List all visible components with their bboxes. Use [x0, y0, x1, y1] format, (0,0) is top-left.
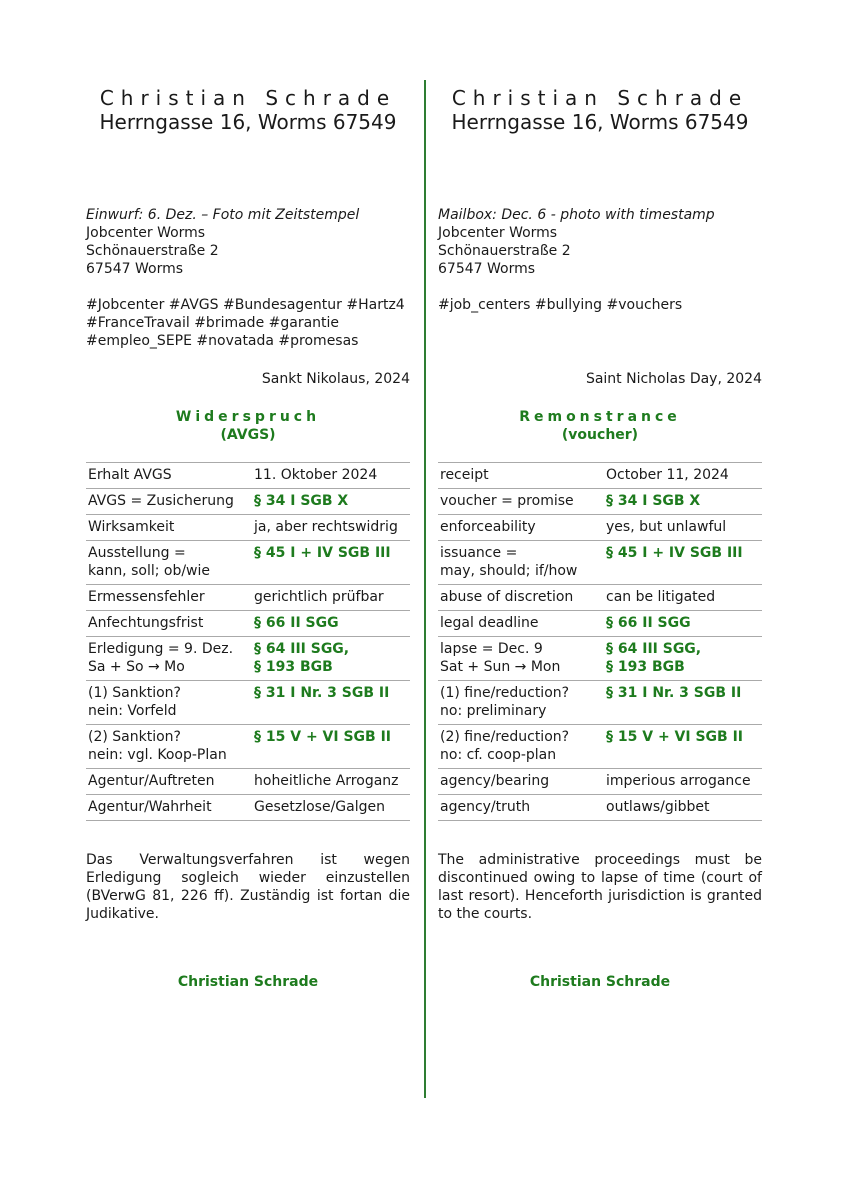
- row-label: [438, 463, 604, 489]
- row-label-line: Agentur/Wahrheit: [88, 799, 212, 815]
- row-value: [604, 515, 762, 541]
- row-value-line: § 64 III SGG,: [606, 641, 702, 657]
- row-value: [252, 795, 410, 821]
- row-value-line: Gesetzlose/Galgen: [254, 799, 385, 815]
- sender-address: Herrngasse 16, Worms 67549: [99, 110, 397, 134]
- delivery-note: Mailbox: Dec. 6 - photo with timestamp: [438, 207, 715, 223]
- table-row: [438, 681, 762, 725]
- english-column: [438, 86, 762, 991]
- row-value-line: § 66 II SGG: [254, 615, 339, 631]
- row-value-line: 11. Oktober 2024: [254, 467, 378, 483]
- letter-title: Remonstrance: [519, 409, 681, 425]
- row-value: [604, 463, 762, 489]
- row-label-line: (1) fine/reduction?: [440, 685, 570, 701]
- table-row: [438, 637, 762, 681]
- row-label-line: no: cf. coop-plan: [440, 747, 557, 763]
- row-label: [438, 585, 604, 611]
- row-label-line: (2) Sanktion?: [88, 729, 181, 745]
- table-row: [86, 681, 410, 725]
- table-row: [438, 725, 762, 769]
- row-label-line: Wirksamkeit: [88, 519, 175, 535]
- row-label-line: agency/truth: [440, 799, 531, 815]
- row-value-line: hoheitliche Arroganz: [254, 773, 399, 789]
- row-label: [86, 611, 252, 637]
- row-label-line: lapse = Dec. 9: [440, 641, 543, 657]
- table-row: [438, 769, 762, 795]
- row-label-line: (1) Sanktion?: [88, 685, 181, 701]
- row-label: [438, 795, 604, 821]
- row-label: [438, 681, 604, 725]
- row-law-reference: [604, 681, 762, 725]
- row-law-reference: [604, 541, 762, 585]
- letter-subtitle: (voucher): [561, 427, 639, 443]
- column-divider: [424, 80, 426, 1098]
- row-law-reference: [604, 637, 762, 681]
- row-label-line: Sa + So → Mo: [88, 659, 185, 675]
- row-label: [438, 637, 604, 681]
- row-label: [438, 489, 604, 515]
- row-value-line: § 15 V + VI SGB II: [254, 729, 391, 745]
- row-label-line: nein: Vorfeld: [88, 703, 177, 719]
- letter-subtitle: (AVGS): [220, 427, 276, 443]
- row-label: [86, 515, 252, 541]
- row-law-reference: [604, 725, 762, 769]
- row-label: [86, 725, 252, 769]
- row-label: [86, 541, 252, 585]
- row-label: [86, 795, 252, 821]
- row-value-line: ja, aber rechtswidrig: [254, 519, 398, 535]
- row-value-line: October 11, 2024: [606, 467, 729, 483]
- row-label: [438, 769, 604, 795]
- row-law-reference: [604, 611, 762, 637]
- row-label-line: AVGS = Zusicherung: [88, 493, 234, 509]
- row-value-line: gerichtlich prüfbar: [254, 589, 384, 605]
- hashtag-line: #FranceTravail #brimade #garantie: [86, 315, 340, 331]
- table-row: [86, 489, 410, 515]
- row-label-line: issuance =: [440, 545, 518, 561]
- row-value-line: imperious arrogance: [606, 773, 751, 789]
- german-column: [86, 86, 410, 991]
- row-value-line: § 15 V + VI SGB II: [606, 729, 743, 745]
- table-row: [438, 489, 762, 515]
- row-value: [604, 769, 762, 795]
- row-value-line: outlaws/gibbet: [606, 799, 710, 815]
- row-value-line: § 45 I + IV SGB III: [606, 545, 743, 561]
- row-value: [604, 585, 762, 611]
- row-label-line: abuse of discretion: [440, 589, 574, 605]
- row-value-line: yes, but unlawful: [606, 519, 727, 535]
- row-label-line: Erledigung = 9. Dez.: [88, 641, 234, 657]
- row-value-line: § 31 I Nr. 3 SGB II: [254, 685, 390, 701]
- hashtags: [86, 296, 410, 350]
- row-law-reference: [252, 489, 410, 515]
- row-law-reference: [252, 725, 410, 769]
- sender-name: Christian Schrade: [451, 86, 749, 110]
- table-row: [86, 769, 410, 795]
- table-row: [86, 515, 410, 541]
- row-value-line: § 34 I SGB X: [254, 493, 349, 509]
- row-law-reference: [252, 681, 410, 725]
- row-value-line: § 193 BGB: [254, 659, 333, 675]
- closing-paragraph: Das Verwaltungsverfahren ist wegen Erledigung sogleich wieder einzustellen (BVerwG 81, 226 ff). Zuständig ist fortan die Judikative.: [86, 852, 410, 922]
- row-value-line: § 193 BGB: [606, 659, 685, 675]
- row-label-line: legal deadline: [440, 615, 539, 631]
- letter-date: Saint Nicholas Day, 2024: [585, 371, 762, 387]
- table-row: [86, 541, 410, 585]
- row-label-line: agency/bearing: [440, 773, 550, 789]
- table-row: [438, 585, 762, 611]
- table-row: [86, 463, 410, 489]
- closing-paragraph: The administrative proceedings must be discontinued owing to lapse of time (court of last resort). Henceforth jurisdiction is granted to the courts.: [438, 852, 762, 922]
- row-value-line: § 45 I + IV SGB III: [254, 545, 391, 561]
- table-row: [86, 795, 410, 821]
- row-value: [604, 795, 762, 821]
- row-value-line: § 64 III SGG,: [254, 641, 350, 657]
- table-row: [438, 795, 762, 821]
- row-law-reference: [252, 611, 410, 637]
- row-label: [86, 637, 252, 681]
- letter-title: Widerspruch: [175, 409, 321, 425]
- recipient-block: [86, 206, 410, 278]
- recipient-line: Jobcenter Worms: [438, 225, 558, 241]
- row-label-line: voucher = promise: [440, 493, 574, 509]
- row-label-line: nein: vgl. Koop-Plan: [88, 747, 227, 763]
- hashtag-line: #empleo_SEPE #novatada #promesas: [86, 333, 359, 349]
- sender-address: Herrngasse 16, Worms 67549: [451, 110, 749, 134]
- row-value: [252, 515, 410, 541]
- row-law-reference: [252, 541, 410, 585]
- row-label-line: Anfechtungsfrist: [88, 615, 204, 631]
- row-label: [438, 611, 604, 637]
- hashtag-line: #job_centers #bullying #vouchers: [438, 297, 683, 313]
- hashtags: [438, 296, 762, 350]
- recipient-line: Schönauerstraße 2: [86, 243, 219, 259]
- row-label: [86, 489, 252, 515]
- row-label: [86, 769, 252, 795]
- row-label-line: Ausstellung =: [88, 545, 186, 561]
- legal-table: [438, 462, 762, 821]
- row-value-line: § 34 I SGB X: [606, 493, 701, 509]
- row-label: [438, 541, 604, 585]
- recipient-line: Schönauerstraße 2: [438, 243, 571, 259]
- row-value-line: § 66 II SGG: [606, 615, 691, 631]
- recipient-line: 67547 Worms: [438, 261, 536, 277]
- recipient-block: [438, 206, 762, 278]
- row-label-line: no: preliminary: [440, 703, 547, 719]
- legal-table: [86, 462, 410, 821]
- delivery-note: Einwurf: 6. Dez. – Foto mit Zeitstempel: [86, 207, 360, 223]
- table-row: [438, 463, 762, 489]
- table-row: [86, 585, 410, 611]
- signature: Christian Schrade: [529, 974, 671, 990]
- row-label-line: kann, soll; ob/wie: [88, 563, 211, 579]
- table-row: [86, 637, 410, 681]
- row-label-line: may, should; if/how: [440, 563, 578, 579]
- row-label-line: Erhalt AVGS: [88, 467, 172, 483]
- hashtag-line: #Jobcenter #AVGS #Bundesagentur #Hartz4: [86, 297, 405, 313]
- row-label-line: receipt: [440, 467, 489, 483]
- row-value: [252, 463, 410, 489]
- row-label-line: enforceability: [440, 519, 536, 535]
- row-label: [438, 515, 604, 541]
- row-value-line: can be litigated: [606, 589, 716, 605]
- table-row: [438, 515, 762, 541]
- letter-date: Sankt Nikolaus, 2024: [261, 371, 410, 387]
- row-label: [86, 681, 252, 725]
- table-row: [86, 611, 410, 637]
- row-label-line: Ermessensfehler: [88, 589, 205, 605]
- row-value: [252, 585, 410, 611]
- row-value: [252, 769, 410, 795]
- row-label: [86, 585, 252, 611]
- row-label-line: Sat + Sun → Mon: [440, 659, 561, 675]
- sender-name: Christian Schrade: [99, 86, 397, 110]
- row-law-reference: [252, 637, 410, 681]
- row-label-line: (2) fine/reduction?: [440, 729, 570, 745]
- row-label: [86, 463, 252, 489]
- table-row: [86, 725, 410, 769]
- row-value-line: § 31 I Nr. 3 SGB II: [606, 685, 742, 701]
- table-row: [438, 611, 762, 637]
- row-law-reference: [604, 489, 762, 515]
- row-label-line: Agentur/Auftreten: [88, 773, 215, 789]
- signature: Christian Schrade: [177, 974, 319, 990]
- row-label: [438, 725, 604, 769]
- table-row: [438, 541, 762, 585]
- recipient-line: 67547 Worms: [86, 261, 184, 277]
- recipient-line: Jobcenter Worms: [86, 225, 206, 241]
